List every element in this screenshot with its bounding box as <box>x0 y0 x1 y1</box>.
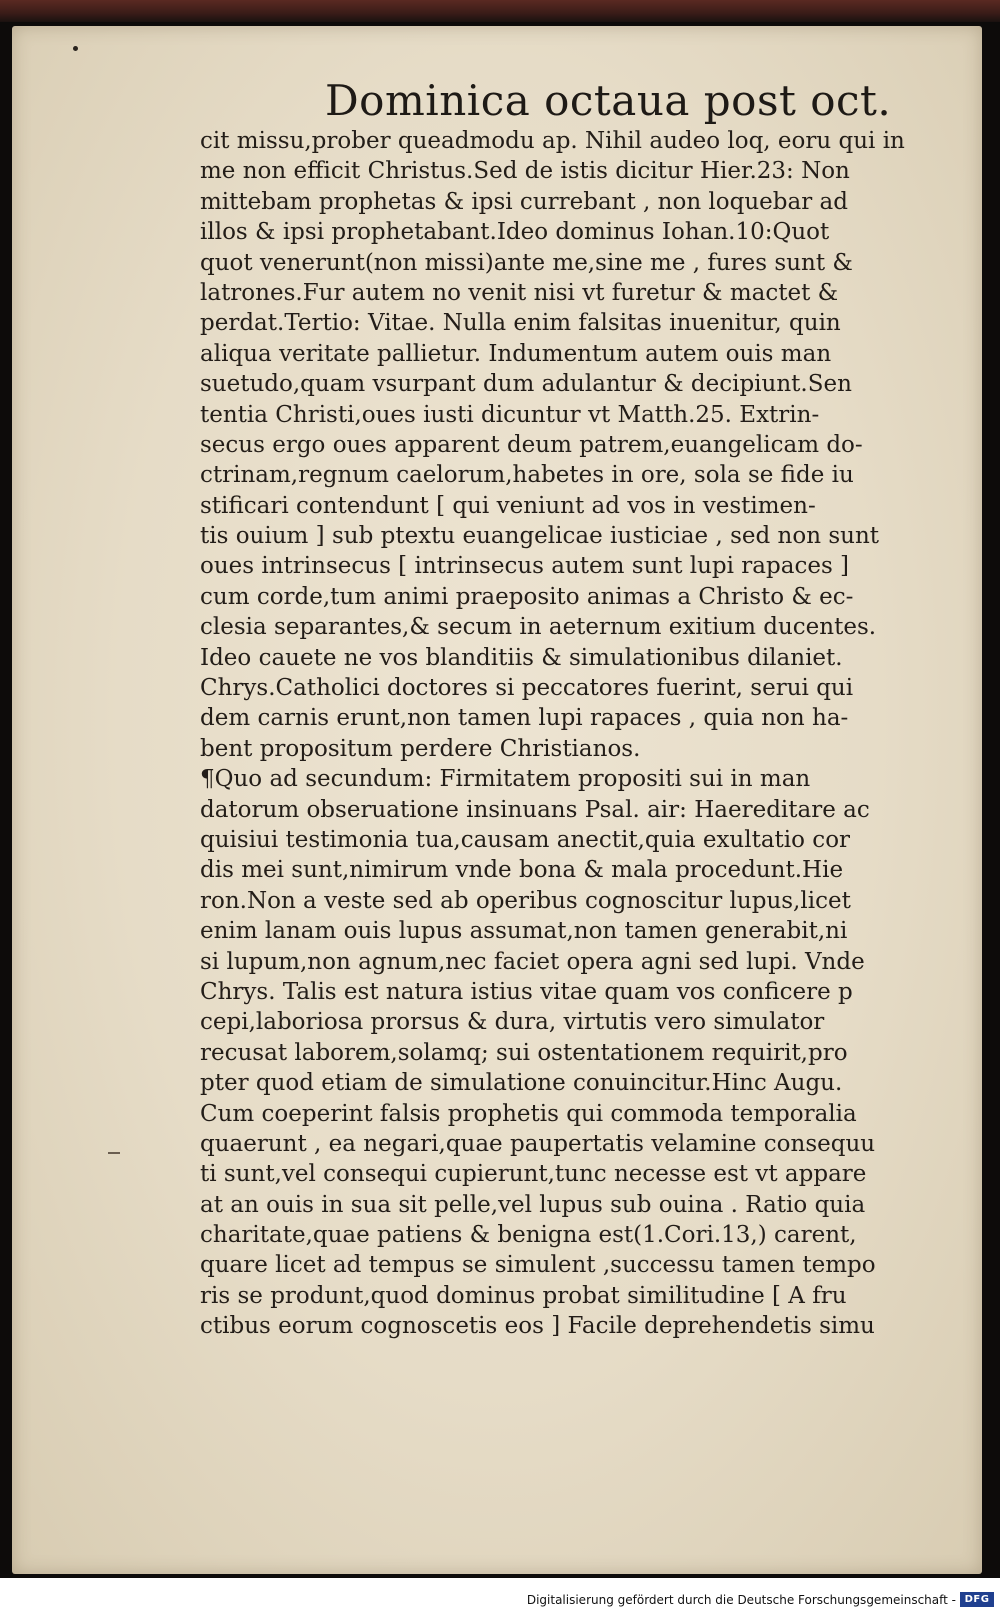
digitization-credit: Digitalisierung gefördert durch die Deutsche Forschungsgemeinschaft - <box>526 1593 956 1607</box>
text-line: latrones.Fur autem no venit nisi vt furetur & mactet & <box>200 279 839 306</box>
text-line: ron.Non a veste sed ab operibus cognoscitur lupus,licet <box>200 887 851 914</box>
text-line: clesia separantes,& secum in aeternum exitium ducentes. <box>200 614 877 641</box>
text-line: ti sunt,vel consequi cupierunt,tunc necesse est vt appare <box>200 1161 867 1188</box>
text-line: aliqua veritate pallietur. Indumentum autem ouis man <box>200 340 832 367</box>
dfg-logo: DFG <box>960 1592 994 1607</box>
text-line: quaerunt , ea negari,quae paupertatis velamine consequu <box>200 1130 876 1157</box>
page-body-text <box>200 126 950 1342</box>
text-line: at an ouis in sua sit pelle,vel lupus sub ouina . Ratio quia <box>200 1191 866 1218</box>
book-top-edge <box>0 0 1000 22</box>
running-head: Dominica octaua post oct. <box>325 76 892 125</box>
text-line: perdat.Tertio: Vitae. Nulla enim falsitas inuenitur, quin <box>200 310 841 337</box>
text-line: recusat laborem,solamq; sui ostentationem requirit,pro <box>200 1039 848 1066</box>
text-line: stificari contendunt [ qui veniunt ad vos in vestimen- <box>200 492 816 519</box>
text-line: si lupum,non agnum,nec faciet opera agni sed lupi. Vnde <box>200 948 865 975</box>
text-line: quisiui testimonia tua,causam anectit,quia exultatio cor <box>200 826 851 853</box>
text-line: cepi,laboriosa prorsus & dura, virtutis vero simulator <box>200 1009 825 1036</box>
text-line: tis ouium ] sub ptextu euangelicae iusticiae , sed non sunt <box>200 523 879 550</box>
text-line: quot venerunt(non missi)ante me,sine me , fures sunt & <box>200 249 853 276</box>
text-line: Chrys.Catholici doctores si peccatores fuerint, serui qui <box>200 675 854 702</box>
text-line: ctibus eorum cognoscetis eos ] Facile deprehendetis simu <box>200 1313 875 1340</box>
text-line: Chrys. Talis est natura istius vitae quam vos conficere p <box>200 978 853 1005</box>
margin-mark <box>73 46 78 51</box>
text-line: mittebam prophetas & ipsi currebant , non loquebar ad <box>200 188 848 215</box>
text-line: cit missu,prober queadmodu ap. Nihil audeo loq, eoru qui in <box>200 128 905 154</box>
text-line: illos & ipsi prophetabant.Ideo dominus Iohan.10:Quot <box>200 219 830 246</box>
text-line: datorum obseruatione insinuans Psal. air: Haereditare ac <box>200 796 870 823</box>
text-line: dem carnis erunt,non tamen lupi rapaces , quia non ha- <box>200 705 849 732</box>
text-line: bent propositum perdere Christianos. <box>200 735 641 762</box>
text-line: cum corde,tum animi praeposito animas a Christo & ec- <box>200 583 854 610</box>
text-line: ¶Quo ad secundum: Firmitatem propositi sui in man <box>200 766 811 793</box>
text-line: secus ergo oues apparent deum patrem,euangelicam do- <box>200 431 863 458</box>
margin-mark <box>108 1152 120 1154</box>
text-line: suetudo,quam vsurpant dum adulantur & decipiunt.Sen <box>200 371 852 398</box>
text-line: pter quod etiam de simulatione conuincitur.Hinc Augu. <box>200 1070 843 1097</box>
text-line: Ideo cauete ne vos blanditiis & simulationibus dilaniet. <box>200 644 843 671</box>
text-line: ris se produnt,quod dominus probat similitudine [ A fru <box>200 1282 847 1309</box>
text-line: quare licet ad tempus se simulent ,successu tamen tempo <box>200 1252 876 1279</box>
text-line: Cum coeperint falsis prophetis qui commoda temporalia <box>200 1100 857 1127</box>
text-line: ctrinam,regnum caelorum,habetes in ore, sola se fide iu <box>200 462 854 489</box>
text-line: dis mei sunt,nimirum vnde bona & mala procedunt.Hie <box>200 857 844 884</box>
text-line: charitate,quae patiens & benigna est(1.Cori.13,) carent, <box>200 1222 857 1249</box>
text-line: me non efficit Christus.Sed de istis dicitur Hier.23: Non <box>200 158 850 185</box>
text-line: oues intrinsecus [ intrinsecus autem sunt lupi rapaces ] <box>200 553 850 580</box>
text-line: enim lanam ouis lupus assumat,non tamen generabit,ni <box>200 918 848 945</box>
text-line: tentia Christi,oues iusti dicuntur vt Matth.25. Extrin- <box>200 401 820 428</box>
